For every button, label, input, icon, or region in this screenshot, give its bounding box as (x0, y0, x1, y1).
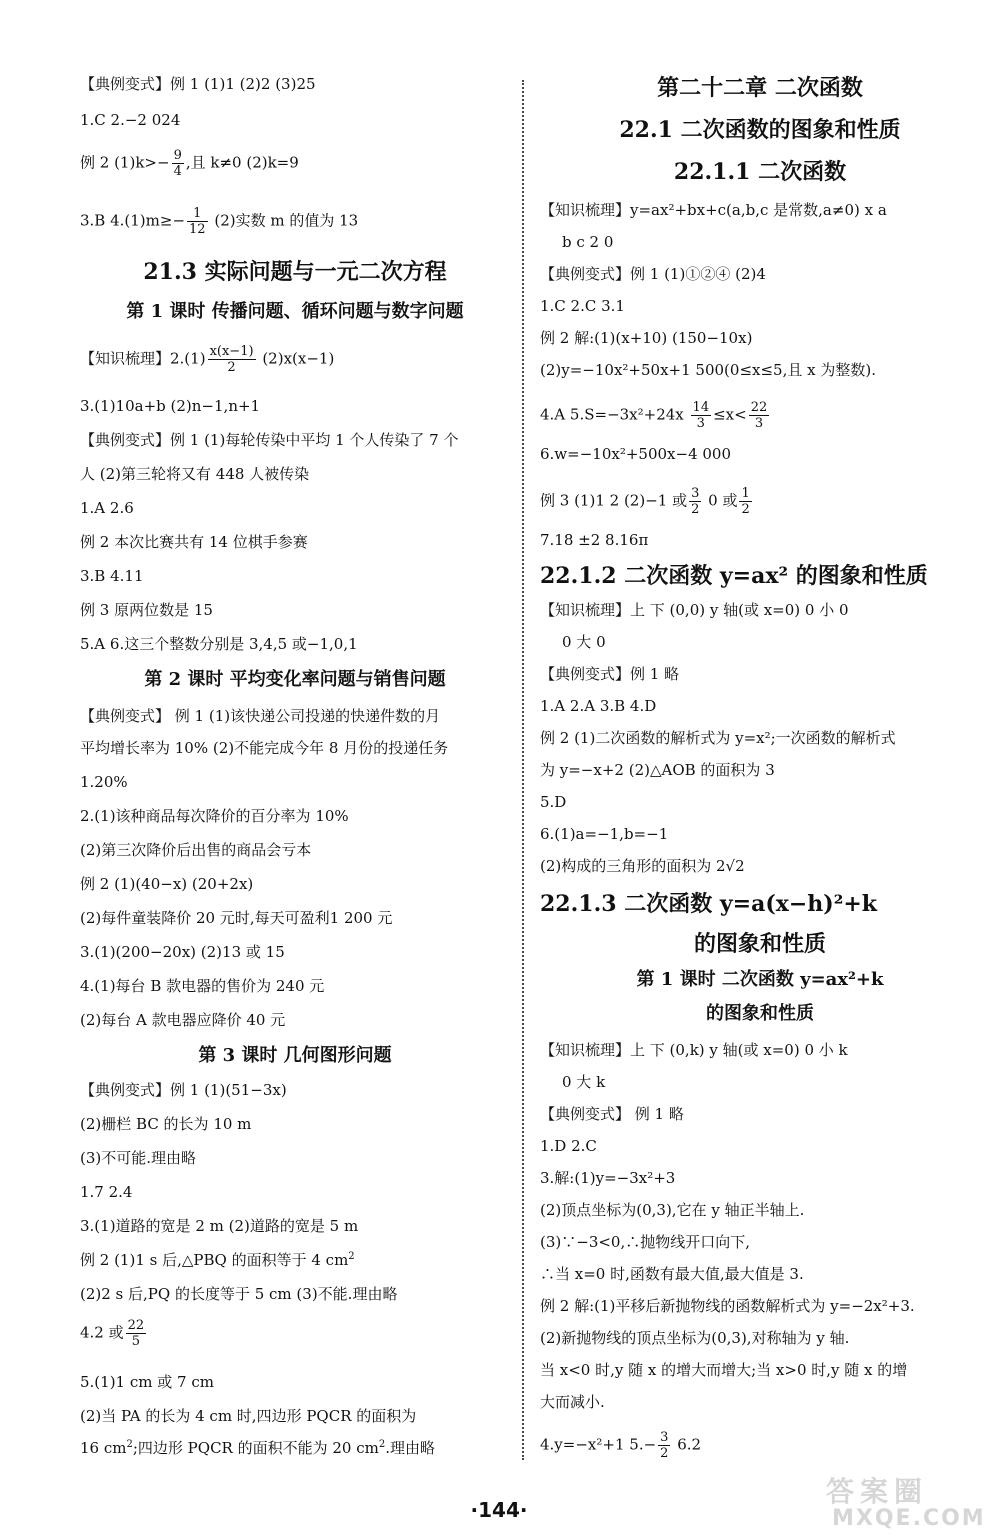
text-line: 【典例变式】例 1 (1)(51−3x) (80, 1081, 287, 1099)
text-line: 【知识梳理】上 下 (0,k) y 轴(或 x=0) 0 小 k (540, 1041, 848, 1059)
text-segment: ;四边形 PQCR 的面积不能为 20 cm (132, 1439, 379, 1457)
fraction (691, 400, 712, 431)
text-line: 3.解:(1)y=−3x²+3 (540, 1169, 676, 1187)
section-heading: 21.3 实际问题与一元二次方程 (143, 259, 447, 285)
text-line: 3.(1)10a+b (2)n−1,n+1 (80, 397, 261, 415)
text-line: (2)y=−10x²+50x+1 500(0≤x≤5,且 x 为整数). (540, 361, 876, 379)
numerator: 9 (173, 148, 182, 163)
lesson-heading: 第 1 课时 传播问题、循环问题与数字问题 (126, 301, 464, 322)
text-line: 3.B 4.11 (80, 567, 144, 585)
text-line: (2)构成的三角形的面积为 2√2 (540, 857, 745, 875)
page-number: ·144· (470, 1498, 528, 1522)
text-line: 【典例变式】 例 1 略 (540, 1105, 684, 1123)
text-line: 【典例变式】例 1 (1)①②④ (2)4 (540, 265, 766, 283)
text-segment: (2)实数 m 的值为 13 (209, 211, 359, 230)
superscript: 2 (378, 1439, 386, 1450)
denominator: 2 (660, 1446, 669, 1461)
text-line-with-fraction (80, 344, 334, 375)
text-line: 【知识梳理】上 下 (0,0) y 轴(或 x=0) 0 小 0 (540, 601, 849, 619)
text-line: 4.(1)每台 B 款电器的售价为 240 元 (80, 977, 325, 995)
text-line: 0 大 k (562, 1073, 606, 1091)
text-line: (3)不可能.理由略 (80, 1149, 197, 1167)
text-segment: 例 2 (1)k>− (80, 153, 170, 172)
text-segment: ≤x< (713, 405, 747, 424)
text-line: ∴当 x=0 时,函数有最大值,最大值是 3. (540, 1265, 804, 1283)
section-heading: 22.1 二次函数的图象和性质 (619, 117, 901, 143)
text-line: 1.A 2.A 3.B 4.D (540, 697, 657, 715)
numerator: 22 (127, 1318, 145, 1333)
text-line: 例 2 本次比赛共有 14 位棋手参赛 (80, 533, 308, 551)
text-line: (2)每台 A 款电器应降价 40 元 (80, 1011, 286, 1029)
text-line: 1.D 2.C (540, 1137, 597, 1155)
text-line-with-superscript (80, 1438, 435, 1458)
text-segment: 4.y=−x²+1 5.− (540, 1435, 657, 1454)
superscript: 2 (348, 1251, 355, 1262)
numerator: 1 (187, 206, 208, 222)
numerator: 3 (660, 1430, 669, 1445)
text-segment: 0 或 (703, 491, 738, 510)
lesson-heading: 第 3 课时 几何图形问题 (198, 1045, 392, 1066)
fraction (172, 148, 184, 179)
subsection-heading: 的图象和性质 (693, 931, 826, 957)
text-line: 5.A 6.这三个整数分别是 3,4,5 或−1,0,1 (80, 635, 358, 653)
text-line: (2)第三次降价后出售的商品会亏本 (80, 841, 312, 859)
text-line: 【典例变式】 例 1 (1)该快递公司投递的快递件数的月 (80, 707, 441, 725)
lesson-heading: 第 1 课时 二次函数 y=ax²+k (636, 969, 884, 990)
text-segment: ,且 k≠0 (2)k=9 (185, 153, 299, 172)
text-line: 6.(1)a=−1,b=−1 (540, 825, 669, 843)
denominator: 3 (696, 416, 705, 431)
text-segment: 【知识梳理】2.(1) (80, 349, 206, 368)
text-line-with-fraction (80, 148, 299, 179)
text-line: 5.D (540, 793, 567, 811)
subsection-heading: 22.1.3 二次函数 y=a(x−h)²+k (540, 891, 878, 917)
text-line: 1.20% (80, 773, 128, 791)
text-line: 1.A 2.6 (80, 499, 134, 517)
text-line: (2)栅栏 BC 的长为 10 m (80, 1115, 252, 1133)
fraction (739, 486, 751, 517)
lesson-heading: 的图象和性质 (706, 1003, 814, 1024)
text-line: (2)当 PA 的长为 4 cm 时,四边形 PQCR 的面积为 (80, 1407, 417, 1425)
text-segment: (2)x(x−1) (257, 349, 335, 368)
text-line: 7.18 ±2 8.16π (540, 531, 649, 549)
text-segment: 例 3 (1)1 2 (2)−1 或 (540, 491, 688, 510)
text-segment: 4.A 5.S=−3x²+24x (540, 405, 689, 424)
text-line: 1.C 2.−2 024 (80, 111, 181, 129)
text-line: 为 y=−x+2 (2)△AOB 的面积为 3 (540, 761, 775, 779)
superscript: 2 (126, 1439, 133, 1450)
text-line: 【知识梳理】y=ax²+bx+c(a,b,c 是常数,a≠0) x a (540, 201, 887, 219)
text-segment: 例 2 (1)1 s 后,△PBQ 的面积等于 4 cm (80, 1251, 349, 1269)
denominator: 12 (189, 222, 206, 237)
text-line: 3.(1)(200−20x) (2)13 或 15 (80, 943, 285, 961)
fraction (208, 344, 256, 375)
text-line: 1.C 2.C 3.1 (540, 297, 625, 315)
text-segment: 3.B 4.(1)m≥− (80, 211, 186, 230)
text-line: 【典例变式】例 1 (1)1 (2)2 (3)25 (80, 75, 316, 93)
text-line: 平均增长率为 10% (2)不能完成今年 8 月份的投递任务 (80, 739, 449, 757)
text-line-with-fraction (540, 1430, 701, 1461)
text-line: 5.(1)1 cm 或 7 cm (80, 1373, 214, 1391)
text-line-with-fraction (80, 1318, 148, 1349)
text-segment: 16 cm (80, 1439, 127, 1457)
text-line: (3)∵−3<0,∴抛物线开口向下, (540, 1233, 751, 1251)
denominator: 5 (131, 1334, 141, 1349)
text-line: b c 2 0 (562, 233, 614, 251)
numerator: 14 (692, 400, 710, 415)
text-line: (2)2 s 后,PQ 的长度等于 5 cm (3)不能.理由略 (80, 1285, 398, 1303)
text-line: 例 2 (1)(40−x) (20+2x) (80, 875, 254, 893)
denominator: 2 (741, 502, 750, 517)
fraction (658, 1430, 670, 1461)
text-line: 0 大 0 (562, 633, 606, 651)
column-divider (522, 80, 524, 1460)
text-line: 大而减小. (540, 1393, 605, 1411)
fraction (187, 206, 208, 237)
text-line: 例 2 解:(1)平移后新抛物线的函数解析式为 y=−2x²+3. (540, 1297, 915, 1315)
text-segment: .理由略 (385, 1439, 436, 1457)
numerator: 3 (691, 486, 700, 501)
text-line: 例 2 (1)二次函数的解析式为 y=x²;一次函数的解析式 (540, 729, 896, 747)
numerator: 1 (741, 486, 750, 501)
text-line: (2)新抛物线的顶点坐标为(0,3),对称轴为 y 轴. (540, 1329, 850, 1347)
text-line-with-fraction (540, 486, 754, 517)
watermark-logo (822, 1470, 992, 1532)
denominator: 4 (173, 164, 182, 179)
lesson-heading: 第 2 课时 平均变化率问题与销售问题 (144, 669, 446, 690)
text-line: 1.7 2.4 (80, 1183, 133, 1201)
text-line: (2)每件童装降价 20 元时,每天可盈利1 200 元 (80, 909, 393, 927)
text-line: 3.(1)道路的宽是 2 m (2)道路的宽是 5 m (80, 1217, 359, 1235)
text-line: 人 (2)第三轮将又有 448 人被传染 (80, 465, 310, 483)
text-line: 例 2 解:(1)(x+10) (150−10x) (540, 329, 753, 347)
denominator: 2 (227, 360, 236, 375)
text-line: 【典例变式】例 1 略 (540, 665, 680, 683)
text-line-with-superscript (80, 1250, 355, 1270)
denominator: 2 (691, 502, 700, 517)
watermark-text: 答案圈 (826, 1475, 929, 1508)
denominator: 3 (754, 416, 764, 431)
numerator: 22 (750, 400, 768, 415)
text-segment: 4.2 或 (80, 1323, 124, 1342)
text-line-with-fraction (80, 206, 358, 237)
text-line: 例 3 原两位数是 15 (80, 601, 213, 619)
numerator: x(x−1) (209, 344, 254, 359)
text-line: 【典例变式】例 1 (1)每轮传染中平均 1 个人传染了 7 个 (80, 431, 459, 449)
subsection-heading: 22.1.1 二次函数 (673, 159, 847, 185)
subsection-heading: 22.1.2 二次函数 y=ax² 的图象和性质 (540, 563, 928, 589)
text-line: (2)顶点坐标为(0,3),它在 y 轴正半轴上. (540, 1201, 805, 1219)
text-segment: 6.2 (672, 1435, 702, 1454)
text-line: 6.w=−10x²+500x−4 000 (540, 445, 732, 463)
text-line-with-fraction (540, 400, 771, 431)
watermark-url: MXQE.COM (832, 1506, 986, 1531)
text-line: 当 x<0 时,y 随 x 的增大而增大;当 x>0 时,y 随 x 的增 (540, 1361, 908, 1379)
text-line: 2.(1)该种商品每次降价的百分率为 10% (80, 807, 349, 825)
fraction (749, 400, 770, 431)
fraction (689, 486, 701, 517)
fraction (126, 1318, 147, 1349)
chapter-heading: 第二十二章 二次函数 (657, 75, 863, 101)
